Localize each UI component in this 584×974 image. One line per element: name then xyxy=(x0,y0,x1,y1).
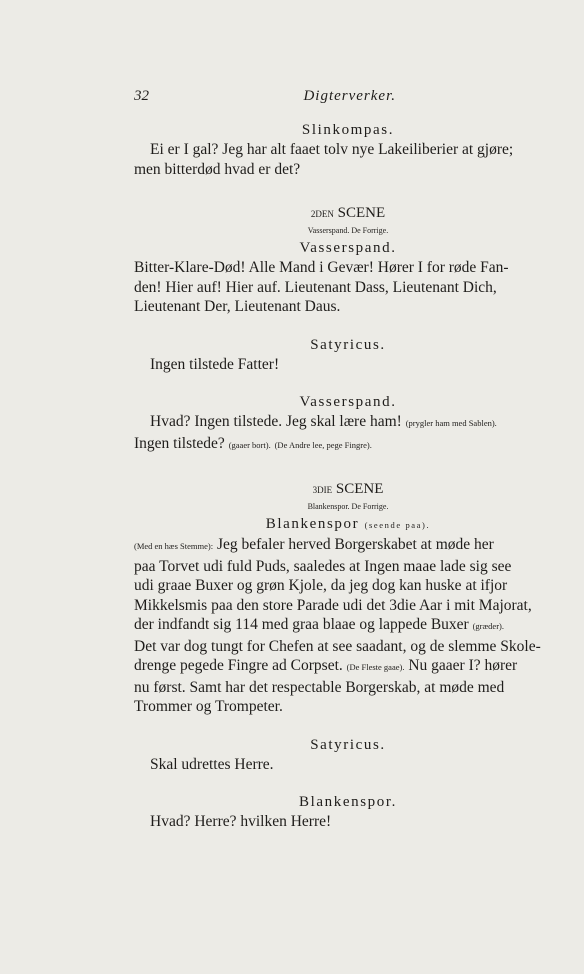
text-line: Ingen tilstede Fatter! xyxy=(150,355,280,373)
speaker-name: Vasserspand. xyxy=(299,240,397,256)
text-line: Bitter-Klare-Død! Alle Mand i Gevær! Hører I for røde Fan- xyxy=(134,259,509,276)
speaker-name: Satyricus. xyxy=(310,736,386,753)
speaker-label: Blankenspor xyxy=(265,516,360,532)
scene-heading xyxy=(134,479,562,500)
page-header xyxy=(134,88,396,110)
text-line: udi graae Buxer og grøn Kjole, da jeg dog kan huske at ifjor xyxy=(134,577,508,594)
scene-number: 3DIE xyxy=(312,485,333,495)
stage-direction: (De Andre lee, pege Fingre). xyxy=(274,439,372,450)
running-title: Digterverker. xyxy=(303,88,396,104)
page-body xyxy=(134,120,562,832)
text-line: Det var dog tungt for Chefen at see saadant, og de slemme Skole- xyxy=(134,637,541,655)
text-line: Mikkelsmis paa den store Parade udi det 3die Aar i mit Majorat, xyxy=(134,596,532,614)
stage-direction: (prygler ham med Sablen). xyxy=(405,418,497,428)
text-line: nu først. Samt har det respectable Borgerskab, at møde med xyxy=(134,678,505,696)
text-line: Lieutenant Der, Lieutenant Daus. xyxy=(134,298,341,315)
text-line: den! Hier auf! Hier auf. Lieutenant Dass, Lieutenant Dich, xyxy=(134,278,497,296)
stage-direction: (græder). xyxy=(472,621,504,631)
text-line xyxy=(134,615,562,637)
stage-direction: (gaaer bort). xyxy=(228,439,271,450)
dialogue-text: drenge pegede Fingre ad Corpset. xyxy=(134,657,343,674)
speaker-name: Vasserspand. xyxy=(299,394,397,410)
cast-list: Vasserspand. De Forrige. xyxy=(307,226,389,235)
dialogue-text: Hvad? Ingen tilstede. Jeg skal lære ham! xyxy=(150,413,402,430)
text-line: Skal udrettes Herre. xyxy=(150,755,274,773)
text-line xyxy=(134,434,562,456)
dialogue-text: Jeg befaler herved Borgerskabet at møde her xyxy=(216,536,494,553)
scene-word: SCENE xyxy=(335,481,384,497)
stage-direction: (seende paa). xyxy=(364,520,431,530)
text-line xyxy=(134,535,562,557)
text-line: Trommer og Trompeter. xyxy=(134,698,283,715)
text-line: men bitterdød hvad er det? xyxy=(134,160,301,178)
speaker-name: Satyricus. xyxy=(310,336,386,353)
text-line xyxy=(134,656,562,678)
dialogue-text: Nu gaaer I? hører xyxy=(408,657,518,674)
speaker-name: Slinkompas. xyxy=(301,122,395,138)
scene-number: 2DEN xyxy=(310,209,334,219)
cast-list: Blankenspor. De Forrige. xyxy=(307,502,389,511)
dialogue-text: Ingen tilstede? xyxy=(134,434,225,452)
text-line xyxy=(134,412,562,434)
dialogue-text: der indfandt sig 114 med graa blaae og lappede Buxer xyxy=(134,616,469,633)
text-line: Ei er I gal? Jeg har alt faaet tolv nye Lakeiliberier at gjøre; xyxy=(150,141,514,158)
text-line: Hvad? Herre? hvilken Herre! xyxy=(150,813,332,830)
stage-direction: (Med en hæs Stemme): xyxy=(134,541,214,551)
scene-word: SCENE xyxy=(337,205,386,221)
speaker-name xyxy=(134,514,562,535)
stage-direction: (De Fleste gaae). xyxy=(346,662,405,672)
text-line: paa Torvet udi fuld Puds, saaledes at Ingen maae lade sig see xyxy=(134,557,512,575)
page-number: 32 xyxy=(134,88,149,104)
speaker-name: Blankenspor. xyxy=(299,794,397,810)
scene-heading xyxy=(134,203,562,224)
